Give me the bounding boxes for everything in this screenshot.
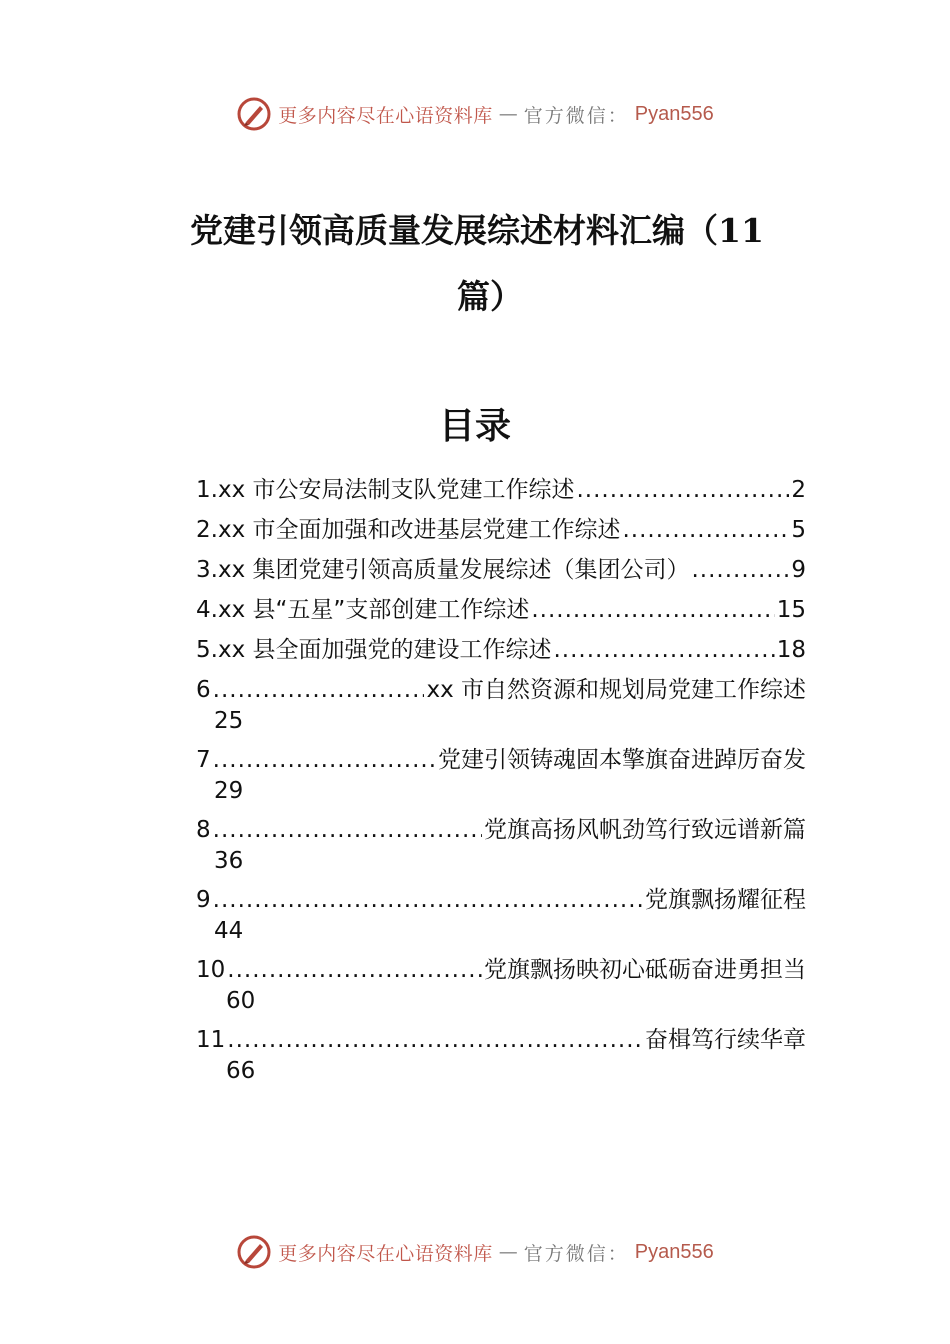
title-line-2: 篇） bbox=[457, 277, 523, 316]
toc-leader bbox=[577, 470, 790, 510]
toc-text: xx 县全面加强党的建设工作综述 bbox=[217, 637, 552, 663]
banner-text: 更多内容尽在心语资料库 bbox=[278, 104, 493, 127]
toc-heading: 目录 bbox=[438, 405, 511, 447]
toc-page: 15 bbox=[776, 597, 806, 623]
banner-wechat-id: Pyan556 bbox=[634, 102, 714, 125]
toc-text: xx 集团党建引领高质量发展综述（集团公司） bbox=[217, 557, 690, 583]
toc-text: xx 市自然资源和规划局党建工作综述 bbox=[426, 677, 806, 703]
toc-page: 44 bbox=[214, 918, 244, 944]
toc-entry[interactable] bbox=[196, 510, 806, 550]
toc-leader bbox=[692, 550, 790, 590]
toc-entry[interactable] bbox=[196, 1020, 806, 1090]
toc-entry[interactable] bbox=[196, 550, 806, 590]
banner-text: 更多内容尽在心语资料库 bbox=[278, 1242, 493, 1265]
header-banner bbox=[0, 94, 950, 134]
banner-wechat-id: Pyan556 bbox=[634, 1240, 714, 1263]
toc-leader bbox=[213, 880, 643, 920]
toc-entry[interactable] bbox=[196, 740, 806, 810]
toc-entry[interactable] bbox=[196, 950, 806, 1020]
toc-entry[interactable] bbox=[196, 810, 806, 880]
toc-text: xx 县“五星”支部创建工作综述 bbox=[217, 597, 530, 623]
toc-leader bbox=[554, 630, 775, 670]
toc-page: 5 bbox=[791, 517, 806, 543]
footer-banner bbox=[0, 1232, 950, 1272]
toc-page: 66 bbox=[226, 1058, 256, 1084]
toc-number: 8 bbox=[196, 817, 211, 843]
toc-entry[interactable] bbox=[196, 670, 806, 740]
banner-dash: — bbox=[498, 1241, 518, 1263]
pen-logo-icon bbox=[236, 96, 272, 132]
toc-entry[interactable] bbox=[196, 470, 806, 510]
toc-number: 1. bbox=[196, 477, 218, 503]
title-line-1: 党建引领高质量发展综述材料汇编（11 bbox=[190, 211, 764, 250]
toc-page: 9 bbox=[791, 557, 806, 583]
toc-text: 奋楫笃行续华章 bbox=[645, 1027, 806, 1053]
toc-number: 10 bbox=[196, 957, 226, 983]
toc-leader bbox=[213, 670, 425, 710]
toc-page: 18 bbox=[776, 637, 806, 663]
toc-number: 9 bbox=[196, 887, 211, 913]
toc-number: 11 bbox=[196, 1027, 226, 1053]
toc-leader bbox=[213, 740, 436, 780]
toc-entry[interactable] bbox=[196, 880, 806, 950]
toc-number: 5. bbox=[196, 637, 218, 663]
toc-text: xx 市公安局法制支队党建工作综述 bbox=[217, 477, 575, 503]
toc-page: 36 bbox=[214, 848, 244, 874]
toc-leader bbox=[531, 590, 774, 630]
toc-page: 2 bbox=[791, 477, 806, 503]
toc-number: 3. bbox=[196, 557, 218, 583]
toc-number: 4. bbox=[196, 597, 218, 623]
document-title bbox=[190, 198, 790, 330]
toc-leader bbox=[227, 950, 482, 990]
toc-leader bbox=[213, 810, 482, 850]
toc-number: 6 bbox=[196, 677, 211, 703]
toc-text: xx 市全面加强和改进基层党建工作综述 bbox=[217, 517, 621, 543]
pen-logo-icon bbox=[236, 1234, 272, 1270]
toc-entry[interactable] bbox=[196, 590, 806, 630]
toc-number: 2. bbox=[196, 517, 218, 543]
toc-text: 党旗飘扬映初心砥砺奋进勇担当 bbox=[484, 957, 806, 983]
banner-dash: — bbox=[498, 103, 518, 125]
toc-entry[interactable] bbox=[196, 630, 806, 670]
banner-wechat-label: 官方微信： bbox=[523, 104, 629, 127]
toc-text: 党建引领铸魂固本擎旗奋进踔厉奋发 bbox=[438, 747, 806, 773]
toc-text: 党旗高扬风帆劲笃行致远谱新篇 bbox=[484, 817, 806, 843]
toc-leader bbox=[623, 510, 790, 550]
toc-leader bbox=[227, 1020, 643, 1060]
toc-page: 29 bbox=[214, 778, 244, 804]
table-of-contents bbox=[196, 470, 806, 1090]
toc-text: 党旗飘扬耀征程 bbox=[645, 887, 806, 913]
banner-wechat-label: 官方微信： bbox=[523, 1242, 629, 1265]
toc-number: 7 bbox=[196, 747, 211, 773]
toc-page: 60 bbox=[226, 988, 256, 1014]
toc-page: 25 bbox=[214, 708, 244, 734]
